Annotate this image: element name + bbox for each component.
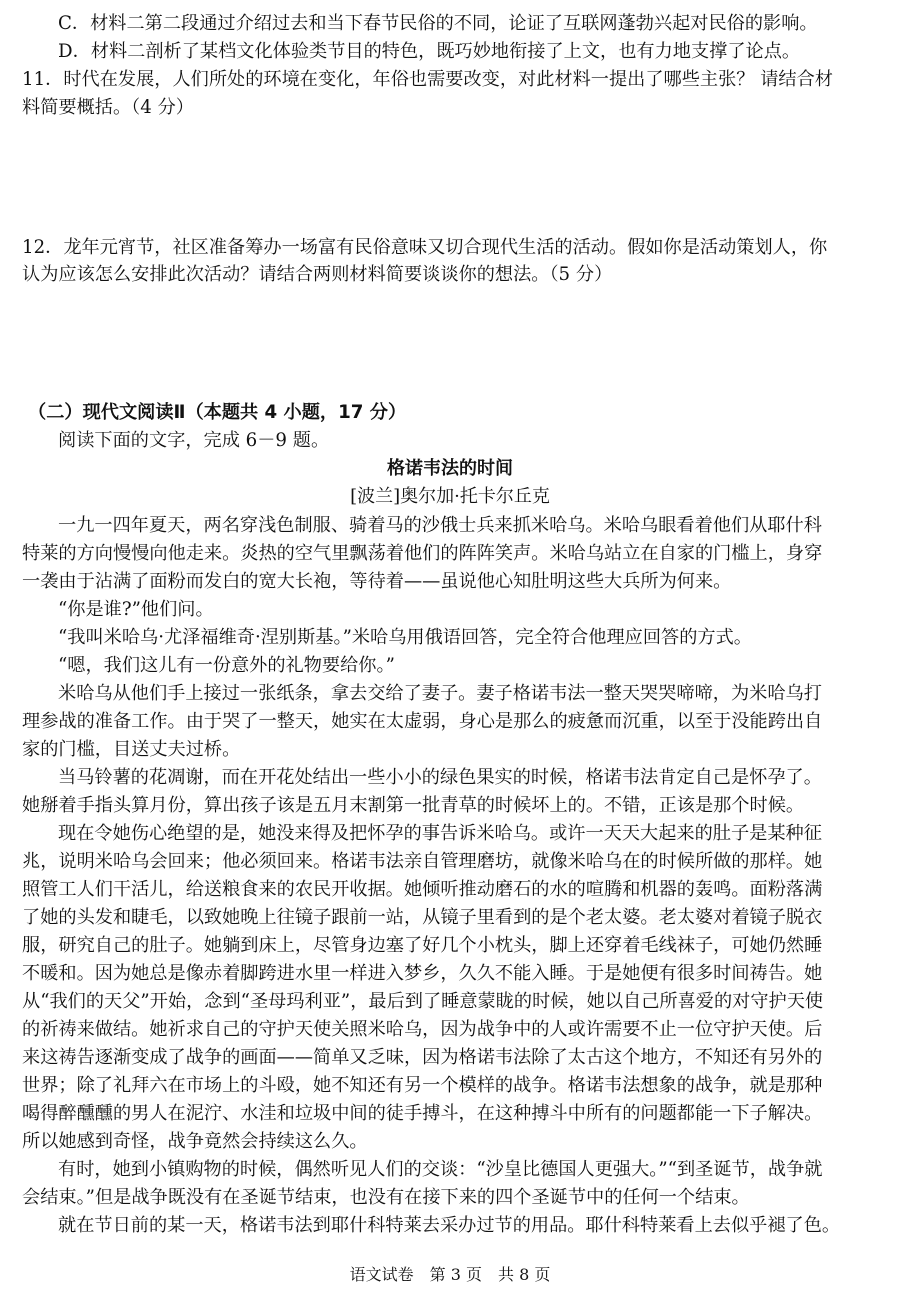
- question-12-line-2: 认为应该怎么安排此次活动？请结合两则材料简要谈谈你的想法。（5 分）: [22, 264, 613, 285]
- article-line: 现在令她伤心绝望的是，她没来得及把怀孕的事告诉米哈乌。或许一天天大起来的肚子是某种征: [58, 823, 822, 844]
- article-line: 喝得醉醺醺的男人在泥泞、水洼和垃圾中间的徒手搏斗，在这种搏斗中所有的问题都能一下子解决。: [22, 1103, 823, 1124]
- article-line: 从“我们的天父”开始，念到“圣母玛利亚”，最后到了睡意蒙眬的时候，她以自己所喜爱的对守护天使: [22, 991, 824, 1012]
- article-line: 就在节日前的某一天，格诺韦法到耶什科特莱去采办过节的用品。耶什科特莱看上去似乎褪了色。: [58, 1215, 841, 1236]
- section-instruction: 阅读下面的文字，完成 6－9 题。: [58, 430, 330, 451]
- option-d: D．材料二剖析了某档文化体验类节目的特色，既巧妙地衔接了上文，也有力地支撑了论点。: [58, 41, 801, 62]
- article-line: 理参战的准备工作。由于哭了一整天，她实在太虚弱，身心是那么的疲惫而沉重，以至于没能跨出自: [22, 711, 823, 732]
- article-line: “嗯，我们这儿有一份意外的礼物要给你。”: [58, 655, 395, 676]
- article-line: 兆，说明米哈乌会回来；他必须回来。格诺韦法亲自管理磨坊，就像米哈乌在的时候所做的那样。她: [22, 851, 823, 872]
- article-line: 了她的头发和睫毛，以致她晚上往镜子跟前一站，从镜子里看到的是个老太婆。老太婆对着镜子脱衣: [22, 907, 823, 928]
- article-line: 来这祷告逐渐变成了战争的画面——简单又乏味，因为格诺韦法除了太古这个地方，不知还有另外的: [22, 1047, 823, 1068]
- question-11-line-1: 11．时代在发展，人们所处的环境在变化，年俗也需要改变，对此材料一提出了哪些主张？ 请结合材: [22, 69, 833, 90]
- question-11-line-2: 料简要概括。（4 分）: [22, 97, 194, 118]
- article-author: [波兰]奥尔加·托卡尔丘克: [350, 486, 550, 507]
- question-12-line-1: 12．龙年元宵节，社区准备筹办一场富有民俗意味又切合现代生活的活动。假如你是活动策划人，你: [22, 237, 828, 258]
- page-footer: 语文试卷 第 3 页 共 8 页: [349, 1265, 551, 1284]
- article-line: 会结束。”但是战争既没有在圣诞节结束，也没有在接下来的四个圣诞节中的任何一个结束。: [22, 1187, 750, 1208]
- article-title: 格诺韦法的时间: [387, 458, 513, 479]
- article-line: “你是谁?”他们问。: [58, 599, 214, 620]
- option-c: C．材料二第二段通过介绍过去和当下春节民俗的不同，论证了互联网蓬勃兴起对民俗的影响。: [58, 13, 818, 34]
- article-line: 家的门槛，目送丈夫过桥。: [22, 739, 241, 760]
- article-line: 一九一四年夏天，两名穿浅色制服、骑着马的沙俄士兵来抓米哈乌。米哈乌眼看着他们从耶什科: [58, 515, 822, 536]
- article-line: 有时，她到小镇购物的时候，偶然听见人们的交谈：“沙皇比德国人更强大。”“到圣诞节，战争就: [58, 1159, 823, 1180]
- article-line: 的祈祷来做结。她祈求自己的守护天使关照米哈乌，因为战争中的人或许需要不止一位守护天使。后: [22, 1019, 823, 1040]
- article-line: 服，研究自己的肚子。她躺到床上，尽管身边塞了好几个小枕头，脚上还穿着毛线袜子，可她仍然睡: [22, 935, 823, 956]
- section-heading: （二）现代文阅读Ⅱ（本题共 4 小题，17 分）: [28, 402, 407, 423]
- article-line: 米哈乌从他们手上接过一张纸条，拿去交给了妻子。妻子格诺韦法一整天哭哭啼啼，为米哈乌打: [58, 683, 822, 704]
- article-line: 特莱的方向慢慢向他走来。炎热的空气里飘荡着他们的阵阵笑声。米哈乌站立在自家的门槛上，身穿: [22, 543, 823, 564]
- article-line: 不暖和。因为她总是像赤着脚跨进水里一样进入梦乡，久久不能入睡。于是她便有很多时间祷告。她: [22, 963, 823, 984]
- article-line: 当马铃薯的花凋谢，而在开花处结出一些小小的绿色果实的时候，格诺韦法肯定自己是怀孕了。: [58, 767, 822, 788]
- article-line: 她掰着手指头算月份，算出孩子该是五月末割第一批青草的时候坏上的。不错，正该是那个时候。: [22, 795, 805, 816]
- article-line: “我叫米哈乌·尤泽福维奇·涅别斯基。”米哈乌用俄语回答，完全符合他理应回答的方式。: [58, 627, 752, 648]
- article-line: 世界；除了礼拜六在市场上的斗殴，她不知还有另一个模样的战争。格诺韦法想象的战争，就是那种: [22, 1075, 823, 1096]
- article-line: 照管工人们干活儿，给送粮食来的农民开收据。她倾听推动磨石的水的喧腾和机器的轰鸣。面粉落满: [22, 879, 823, 900]
- article-line: 所以她感到奇怪，战争竟然会持续这么久。: [22, 1131, 368, 1152]
- article-line: 一袭由于沾满了面粉而发白的宽大长袍，等待着——虽说他心知肚明这些大兵所为何来。: [22, 571, 732, 592]
